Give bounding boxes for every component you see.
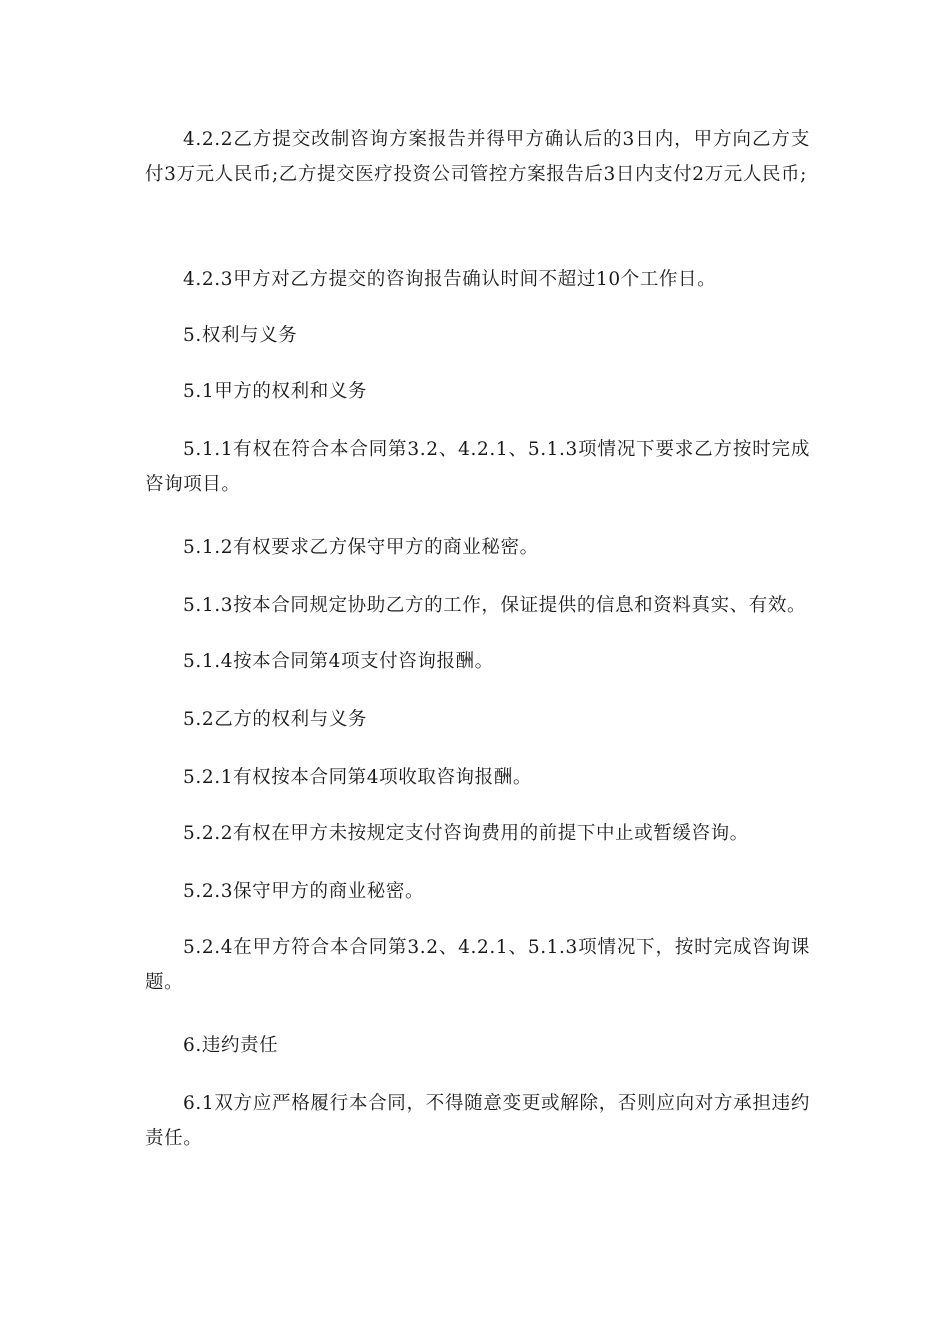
paragraph-5-2-3: 5.2.3保守甲方的商业秘密。 — [183, 881, 425, 902]
paragraph-4-2-2: 4.2.2乙方提交改制咨询方案报告并得甲方确认后的3日内，甲方向乙方支付3万元人民币;乙方提交医疗投资公司管控方案报告后3日内支付2万元人民币; — [145, 129, 810, 185]
section-heading-6: 6.违约责任 — [183, 1035, 279, 1056]
paragraph-6-1: 6.1双方应严格履行本合同，不得随意变更或解除，否则应向对方承担违约责任。 — [145, 1093, 810, 1149]
subsection-heading-5-1: 5.1甲方的权利和义务 — [183, 381, 368, 402]
paragraph-5-2-4: 5.2.4在甲方符合本合同第3.2、4.2.1、5.1.3项情况下，按时完成咨询课题。 — [145, 937, 810, 993]
paragraph-5-1-3: 5.1.3按本合同规定协助乙方的工作，保证提供的信息和资料真实、有效。 — [183, 595, 807, 616]
paragraph-5-1-1: 5.1.1有权在符合本合同第3.2、4.2.1、5.1.3项情况下要求乙方按时完成咨询项目。 — [145, 439, 810, 495]
paragraph-5-2-2: 5.2.2有权在甲方未按规定支付咨询费用的前提下中止或暂缓咨询。 — [183, 823, 749, 844]
paragraph-5-1-2: 5.1.2有权要求乙方保守甲方的商业秘密。 — [183, 537, 539, 558]
section-heading-5: 5.权利与义务 — [183, 325, 298, 346]
subsection-heading-5-2: 5.2乙方的权利与义务 — [183, 709, 368, 730]
paragraph-5-1-4: 5.1.4按本合同第4项支付咨询报酬。 — [183, 651, 494, 672]
paragraph-5-2-1: 5.2.1有权按本合同第4项收取咨询报酬。 — [183, 767, 532, 788]
paragraph-4-2-3: 4.2.3甲方对乙方提交的咨询报告确认时间不超过10个工作日。 — [183, 269, 717, 290]
